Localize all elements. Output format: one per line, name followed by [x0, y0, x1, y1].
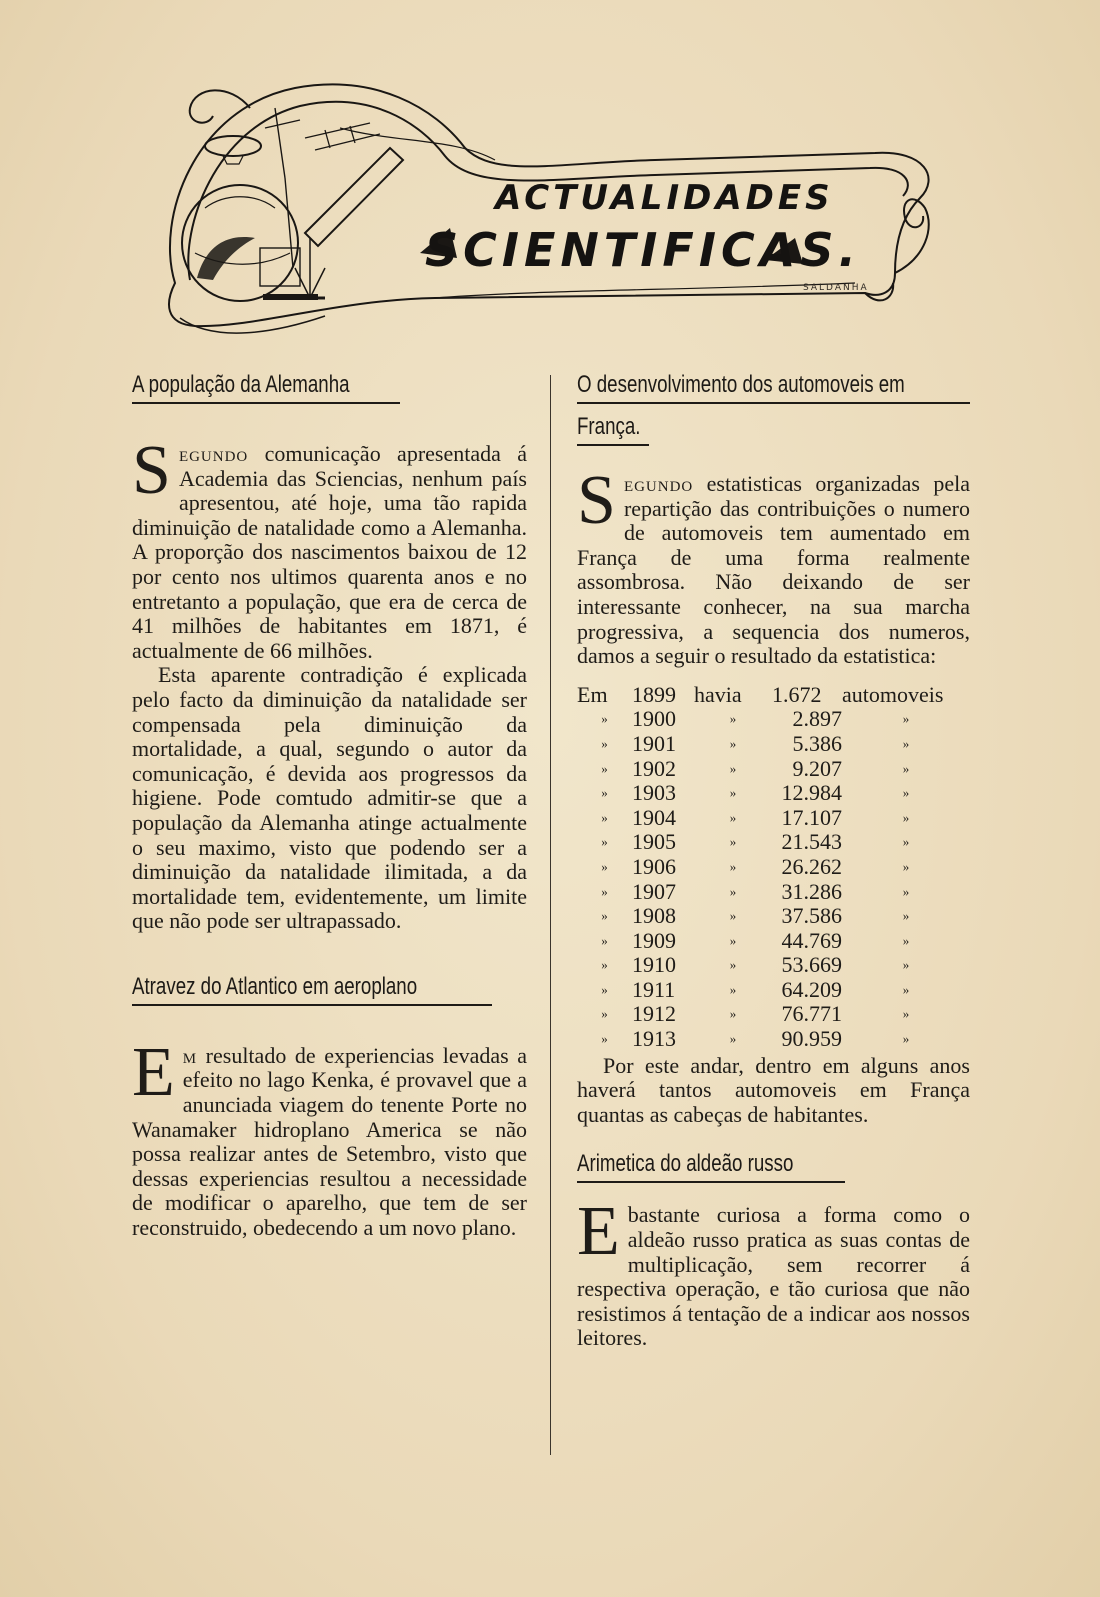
- ditto-mark: »: [902, 785, 910, 801]
- table-cell-year: 1905: [632, 829, 676, 855]
- table-cell-year: 1901: [632, 730, 676, 756]
- paragraph-text: comunicação apresentada á Academia das Sciencias, nenhum país apresentou, até hoje, uma tão rapida diminuição de natalidade como a Alemanha. A proporção dos nascimentos baixou de 12 por cento nos ultimos quarenta anos e no entretanto a população, que era de cerca de 41 milhões de habitantes em 1871, é actualmente de 66 milhões.: [132, 441, 528, 663]
- article-atlantico: [132, 972, 527, 1241]
- article-automoveis: [577, 370, 970, 1127]
- table-cell-value: 37.586: [781, 903, 842, 929]
- ditto-mark: »: [601, 834, 608, 850]
- ditto-mark: »: [729, 932, 737, 948]
- statistics-table: [577, 683, 970, 1052]
- table-row: [577, 830, 970, 855]
- article-heading-line2: França.: [577, 413, 641, 440]
- table-cell-value: 26.262: [781, 853, 842, 879]
- ditto-mark: »: [902, 760, 910, 776]
- table-row: [577, 707, 970, 732]
- table-cell-year: 1903: [632, 780, 676, 806]
- lead-smallcaps: m: [182, 1042, 198, 1068]
- table-cell-year: 1902: [632, 755, 676, 781]
- ditto-mark: »: [601, 760, 608, 776]
- article-heading: Atravez do Atlantico em aeroplano: [132, 972, 418, 1000]
- lead-smallcaps: egundo: [623, 471, 694, 496]
- table-cell-value: 9.207: [792, 755, 842, 781]
- article-paragraph: [577, 1193, 970, 1351]
- paragraph-text: estatisticas organizadas pela repartição das contribuições o numero de automoveis tem aumentado em França de uma forma realmente assombrosa. Não deixando de ser interessante conhecer, na sua marcha progressiva, a sequencia dos numeros, damos a seguir o resultado da estatistica:: [577, 471, 970, 669]
- table-cell-year: 1909: [632, 927, 676, 953]
- left-column: [132, 370, 527, 1241]
- ditto-mark: »: [902, 1006, 910, 1022]
- ditto-mark: »: [601, 785, 608, 801]
- ditto-mark: »: [902, 809, 910, 825]
- masthead: [135, 68, 965, 358]
- ditto-mark: »: [729, 785, 737, 801]
- article-paragraph: Por este andar, dentro em alguns anos haverá tantos automoveis em França quantas as cabeças de habitantes.: [577, 1052, 970, 1127]
- table-cell-year: 1911: [632, 976, 676, 1002]
- table-cell-value: 17.107: [781, 804, 842, 830]
- drop-cap: E: [577, 1193, 620, 1271]
- article-heading: Arimetica do aldeão russo: [577, 1150, 794, 1178]
- ditto-mark: »: [729, 957, 737, 973]
- table-cell-year: 1913: [632, 1026, 676, 1052]
- ditto-mark: »: [729, 1006, 737, 1022]
- table-cell-value: 21.543: [781, 829, 842, 855]
- table-cell-year: 1908: [632, 903, 676, 929]
- table-cell-prefix: Em: [577, 681, 608, 707]
- table-cell-value: 64.209: [781, 976, 842, 1002]
- table-cell-year: 1910: [632, 952, 676, 978]
- ditto-mark: »: [601, 932, 608, 948]
- ditto-mark: »: [601, 858, 608, 874]
- ditto-mark: »: [902, 1031, 910, 1047]
- article-paragraph: [132, 432, 528, 663]
- article-paragraph: [132, 1033, 527, 1241]
- ditto-mark: »: [729, 858, 737, 874]
- ditto-mark: »: [729, 883, 737, 899]
- ditto-mark: »: [601, 908, 608, 924]
- masthead-signature: SALDANHA: [803, 283, 869, 293]
- masthead-title-line1: ACTUALIDADES: [495, 178, 834, 218]
- table-cell-value: 1.672: [772, 681, 822, 707]
- ditto-mark: »: [729, 760, 737, 776]
- ditto-mark: »: [902, 957, 910, 973]
- table-cell-value: 76.771: [781, 1001, 842, 1027]
- table-cell-value: 90.959: [781, 1026, 842, 1052]
- ditto-mark: »: [902, 711, 910, 727]
- ditto-mark: »: [729, 735, 737, 751]
- table-row: [577, 1002, 970, 1027]
- table-row: [577, 757, 970, 782]
- table-cell-year: 1907: [632, 878, 676, 904]
- ditto-mark: »: [601, 981, 608, 997]
- ditto-mark: »: [729, 1031, 737, 1047]
- paragraph-text: resultado de experiencias levadas a efeito no lago Kenka, é provavel que a anunciada viagem do tenente Porte no Wanamaker hidroplano America se não possa realizar antes de Setembro, visto que dessas experiencias resultou a necessidade de modificar o aparelho, que tem de ser reconstruido, obedecendo a um novo plano.: [132, 1042, 527, 1241]
- ditto-mark: »: [601, 735, 608, 751]
- article-arimetica: [577, 1149, 970, 1351]
- ditto-mark: »: [902, 883, 910, 899]
- ditto-mark: »: [729, 711, 737, 727]
- table-cell-value: 5.386: [792, 730, 842, 756]
- ditto-mark: »: [902, 981, 910, 997]
- ditto-mark: »: [601, 957, 608, 973]
- table-cell-year: 1904: [632, 804, 676, 830]
- table-cell-value: 44.769: [781, 927, 842, 953]
- ditto-mark: »: [902, 932, 910, 948]
- ditto-mark: »: [601, 883, 608, 899]
- table-row: [577, 855, 970, 880]
- ditto-mark: »: [902, 834, 910, 850]
- table-cell-value: 31.286: [781, 878, 842, 904]
- masthead-title-line2: SCIENTIFICAS.: [425, 223, 861, 277]
- table-cell-value: 53.669: [781, 952, 842, 978]
- table-row: [577, 929, 970, 954]
- drop-cap: S: [577, 462, 616, 539]
- table-cell-year: 1900: [632, 706, 676, 732]
- drop-cap: E: [132, 1033, 175, 1111]
- table-cell-verb: havia: [694, 681, 742, 707]
- ditto-mark: »: [729, 834, 737, 850]
- table-row: [577, 781, 970, 806]
- table-row: [577, 880, 970, 905]
- table-row: [577, 732, 970, 757]
- table-row: [577, 953, 970, 978]
- table-row: [577, 806, 970, 831]
- right-column: [577, 370, 970, 1351]
- ditto-mark: »: [601, 1006, 608, 1022]
- table-row: [577, 904, 970, 929]
- article-populacao: [132, 370, 527, 934]
- ditto-mark: »: [601, 711, 608, 727]
- ditto-mark: »: [729, 981, 737, 997]
- table-cell-value: 12.984: [781, 780, 842, 806]
- table-cell-value: 2.897: [792, 706, 842, 732]
- table-row: [577, 683, 970, 708]
- lead-smallcaps: egundo: [178, 441, 249, 466]
- drop-cap: S: [132, 432, 171, 509]
- ditto-mark: »: [729, 908, 737, 924]
- paragraph-text: bastante curiosa a forma como o aldeão russo pratica as suas contas de multiplicação, sem recorrer á respectiva operação, e tão curiosa que não resistimos á tentação de a indicar aos nossos leitores.: [577, 1202, 970, 1351]
- ditto-mark: »: [902, 858, 910, 874]
- ditto-mark: »: [601, 809, 608, 825]
- table-cell-year: 1912: [632, 1001, 676, 1027]
- article-heading: A população da Alemanha: [132, 371, 350, 398]
- ditto-mark: »: [902, 908, 910, 924]
- column-divider: [550, 375, 551, 1455]
- ditto-mark: »: [601, 1031, 608, 1047]
- table-row: [577, 1027, 970, 1052]
- table-cell-unit: automoveis: [842, 681, 944, 707]
- article-paragraph: Esta aparente contradição é explicada pelo facto da diminuição da natalidade ser compensada pela diminuição da mortalidade, a qual, segundo o autor da comunicação, é devida aos progressos da higiene. Pode comtudo admitir-se que a população da Alemanha atinge actualmente o seu maximo, visto que podendo ser a diminuição da natalidade ilimitada, a da mortalidade tem, evidentemente, um limite que não pode ser ultrapassado.: [132, 662, 527, 934]
- ditto-mark: »: [902, 735, 910, 751]
- ditto-mark: »: [729, 809, 737, 825]
- table-row: [577, 978, 970, 1003]
- table-cell-year: 1906: [632, 853, 676, 879]
- article-heading-line1: O desenvolvimento dos automoveis em: [577, 371, 905, 398]
- table-cell-year: 1899: [632, 681, 676, 707]
- article-paragraph: [577, 462, 970, 669]
